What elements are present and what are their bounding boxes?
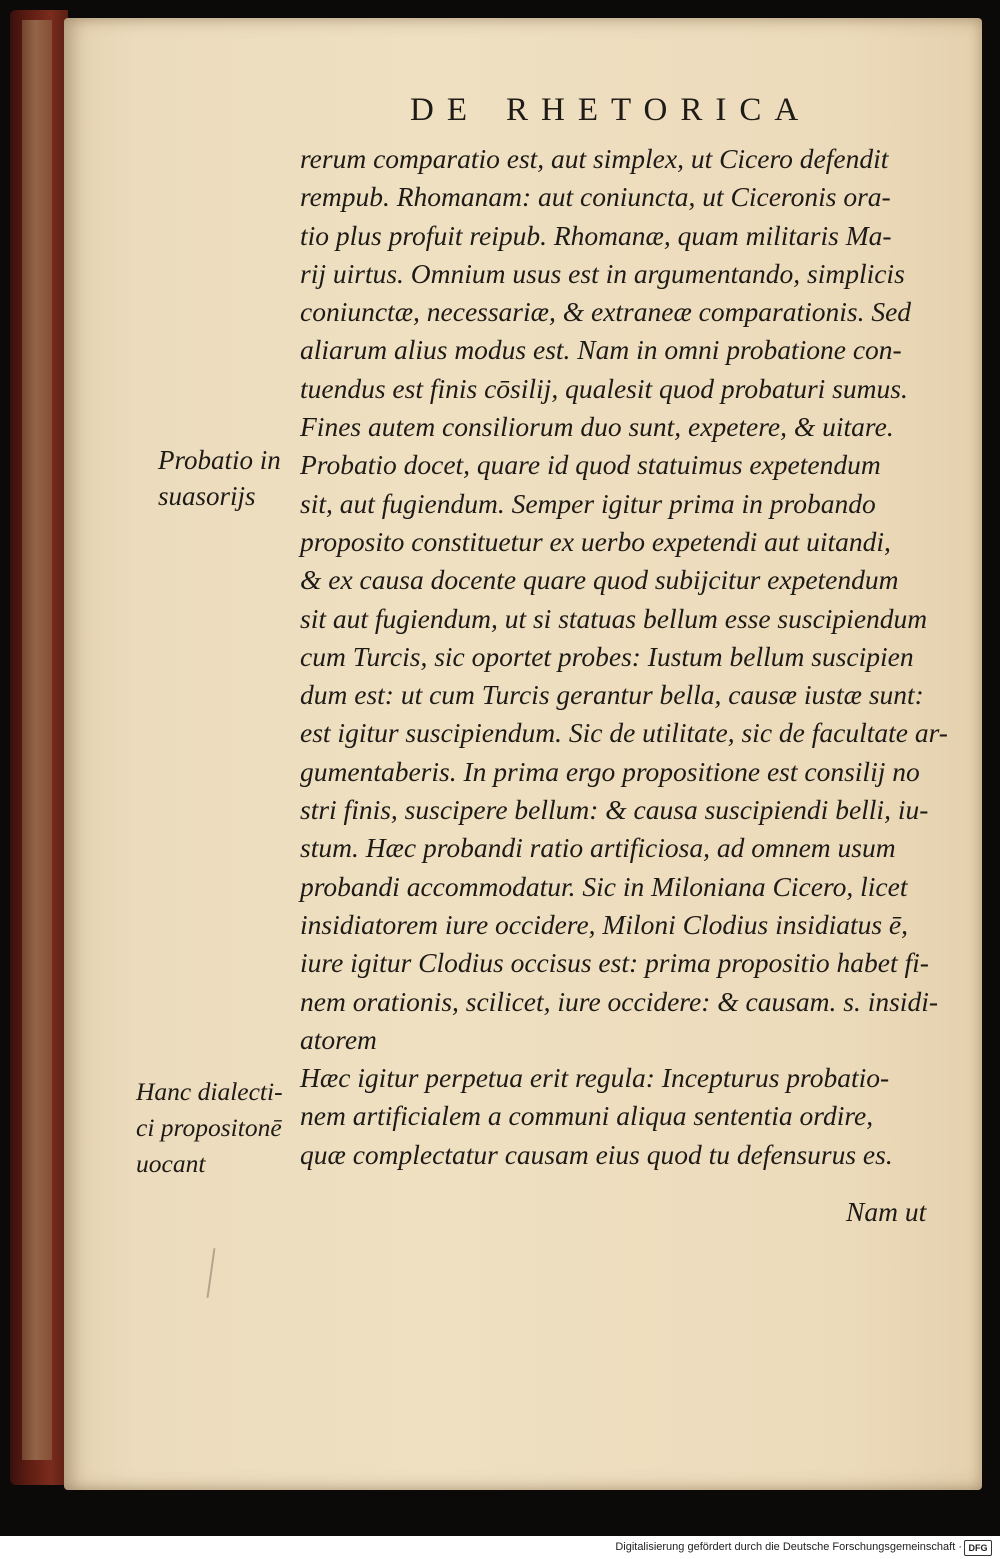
running-head-word-2: RHETORICA [506, 92, 812, 128]
footer-credit: Digitalisierung gefördert durch die Deutsche Forschungsgemeinschaft · [615, 1541, 962, 1553]
text-line: sit, aut fugiendum. Semper igitur prima in probando [300, 487, 876, 519]
text-line: rempub. Rhomanam: aut coniuncta, ut Ciceronis ora- [300, 181, 891, 213]
catchword: Nam ut [846, 1196, 927, 1227]
text-line: probandi accommodatur. Sic in Miloniana Cicero, licet [300, 870, 908, 902]
text-line: & ex causa docente quare quod subijcitur expetendum [300, 564, 899, 596]
running-head-word-1: DE [410, 92, 480, 128]
text-line: cum Turcis, sic oportet probes: Iustum bellum suscipien [300, 640, 914, 672]
text-line: Hæc igitur perpetua erit regula: Incepturus probatio- [300, 1062, 890, 1094]
text-line: gumentaberis. In prima ergo propositione est consilij no [300, 755, 920, 787]
text-line: iure igitur Clodius occisus est: prima propositio habet fi- [300, 947, 929, 979]
body-text [300, 140, 950, 1174]
marginal-note-line: ci propositonē [136, 1113, 282, 1142]
marginal-note-line: Probatio in [158, 445, 281, 475]
spine-strip [22, 20, 52, 1460]
text-line: insidiatorem iure occidere, Miloni Clodius insidiatus ē, [300, 908, 909, 940]
text-line: Fines autem consiliorum duo sunt, expetere, & uitare. [300, 411, 894, 443]
text-line: coniunctæ, necessariæ, & extraneæ comparationis. Sed [300, 296, 912, 328]
text-line: atorem [300, 1023, 377, 1055]
text-line: dum est: ut cum Turcis gerantur bella, causæ iustæ sunt: [300, 679, 924, 711]
running-head [410, 92, 811, 129]
text-line: rij uirtus. Omnium usus est in argumentando, simplicis [300, 257, 905, 289]
text-line: est igitur suscipiendum. Sic de utilitate, sic de facultate ar- [300, 717, 948, 749]
text-line: proposito constituetur ex uerbo expetendi aut uitandi, [300, 525, 891, 557]
text-line: tuendus est finis cōsilij, qualesit quod probaturi sumus. [300, 372, 908, 404]
text-line: tio plus profuit reipub. Rhomanæ, quam militaris Ma- [300, 219, 892, 251]
text-line: aliarum alius modus est. Nam in omni probatione con- [300, 334, 902, 366]
text-line: nem orationis, scilicet, iure occidere: & causam. s. insidi- [300, 985, 938, 1017]
dfg-logo: DFG [964, 1540, 992, 1556]
text-line: quæ complectatur causam eius quod tu defensurus es. [300, 1138, 893, 1170]
text-line: rerum comparatio est, aut simplex, ut Cicero defendit [300, 143, 889, 174]
marginal-note-probatio [158, 442, 281, 514]
text-line: Probatio docet, quare id quod statuimus expetendum [300, 449, 881, 481]
marginal-note-dialectici [136, 1074, 283, 1182]
marginal-note-line: Hanc dialecti- [136, 1077, 283, 1106]
text-line: sit aut fugiendum, ut si statuas bellum esse suscipiendum [300, 602, 928, 634]
text-line: stum. Hæc probandi ratio artificiosa, ad omnem usum [300, 832, 896, 864]
text-line: stri finis, suscipere bellum: & causa suscipiendi belli, iu- [300, 794, 929, 826]
marginal-note-line: suasorijs [158, 481, 256, 511]
text-line: nem artificialem a communi aliqua sententia ordire, [300, 1100, 874, 1132]
marginal-note-line: uocant [136, 1149, 206, 1178]
